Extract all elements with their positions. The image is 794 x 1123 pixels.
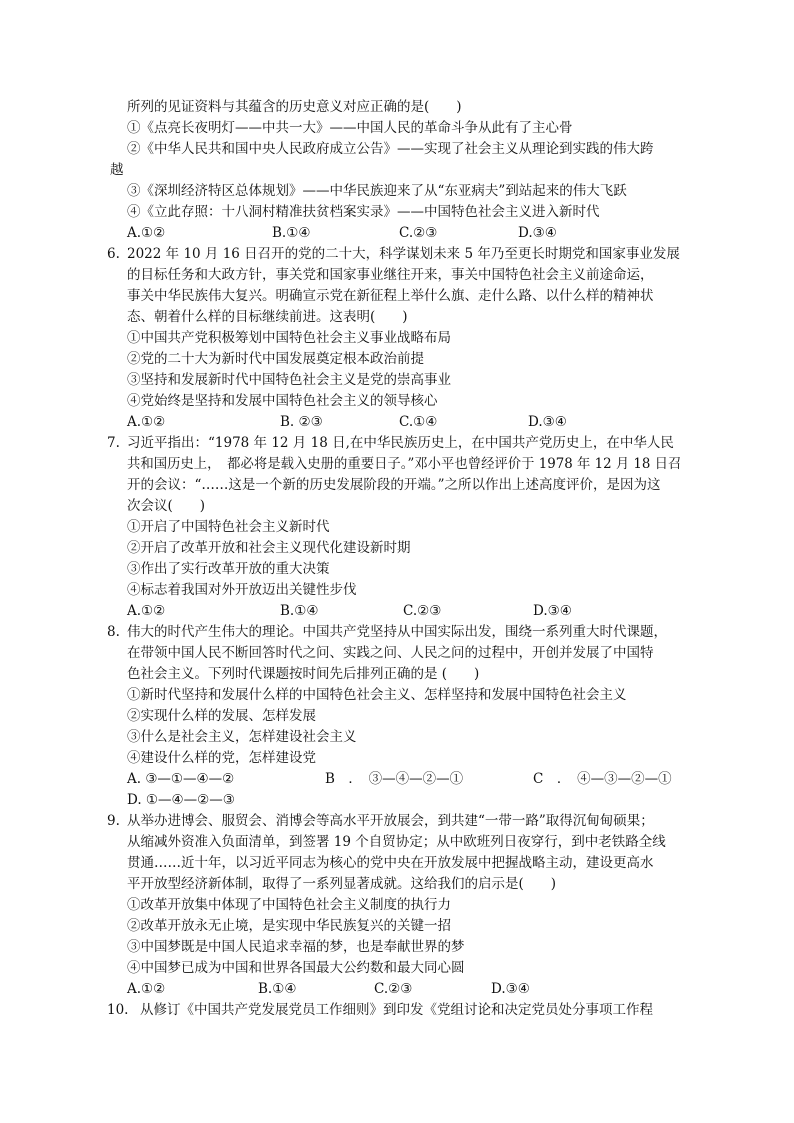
q5-item-1: ①《点亮长夜明灯——中共一大》——中国人民的革命斗争从此有了主心骨 (127, 120, 573, 136)
q9-item-1: ①改革开放集中体现了中国特色社会主义制度的执行力 (127, 897, 451, 913)
q7-stem-2: 共和国历史上， 都必将是载入史册的重要日子。”邓小平也曾经评价于 1978 年 12 月 18 日召 (127, 456, 682, 472)
q7-option-b[interactable]: B.①④ (280, 603, 319, 619)
q9-item-4: ④中国梦已成为中国和世界各国最大公约数和最大同心圆 (127, 960, 465, 976)
q6-number: 6. (107, 246, 120, 262)
q7-number: 7. (107, 435, 120, 451)
q9-stem-2: 从缩减外资准入负面清单，到签署 19 个自贸协定；从中欧班列日夜穿行，到中老铁路全线 (127, 834, 666, 850)
q7-option-a[interactable]: A.①② (127, 603, 166, 619)
q6-stem-4: 态、朝着什么样的目标继续前进。这表明( ) (127, 309, 408, 325)
q8-item-2: ②实现什么样的发展、怎样发展 (127, 708, 316, 724)
q9-option-d[interactable]: D.③④ (491, 981, 530, 997)
q5-item-2-wrap: 越 (110, 162, 124, 178)
q8-option-c[interactable]: C ． ④—③—②—① (533, 771, 672, 787)
q9-option-b[interactable]: B.①④ (258, 981, 297, 997)
q7-item-3: ③作出了实行改革开放的重大决策 (127, 561, 330, 577)
q5-option-c[interactable]: C.②③ (399, 225, 438, 241)
q5-item-4: ④《立此存照：十八洞村精准扶贫档案实录》——中国特色社会主义进入新时代 (127, 204, 600, 220)
q7-option-d[interactable]: D.③④ (533, 603, 572, 619)
q10-stem-1: 从修订《中国共产党发展党员工作细则》到印发《党组讨论和决定党员处分事项工作程 (140, 1002, 653, 1018)
q5-option-b[interactable]: B.①④ (272, 225, 311, 241)
q6-stem-3: 事关中华民族伟大复兴。明确宣示党在新征程上举什么旗、走什么路、以什么样的精神状 (127, 288, 654, 304)
q7-stem-1: 习近平指出：“1978 年 12 月 18 日,在中华民族历史上，在中国共产党历史上，在中华人民 (127, 435, 674, 451)
q9-number: 9. (107, 813, 120, 829)
q8-stem-1: 伟大的时代产生伟大的理论。中国共产党坚持从中国实际出发，围绕一系列重大时代课题， (127, 624, 667, 640)
q6-stem-2: 的目标任务和大政方针，事关党和国家事业继往开来，事关中国特色社会主义前途命运， (127, 267, 654, 283)
q6-item-1: ①中国共产党积极筹划中国特色社会主义事业战略布局 (127, 330, 451, 346)
q7-item-1: ①开启了中国特色社会主义新时代 (127, 519, 330, 535)
q6-item-3: ③坚持和发展新时代中国特色社会主义是党的崇高事业 (127, 372, 451, 388)
q8-item-4: ④建设什么样的党，怎样建设党 (127, 750, 316, 766)
q7-item-4: ④标志着我国对外开放迈出关键性步伐 (127, 582, 357, 598)
q6-item-4: ④党始终是坚持和发展中国特色社会主义的领导核心 (127, 393, 438, 409)
q9-option-c[interactable]: C.②③ (374, 981, 413, 997)
q6-option-b[interactable]: B. ②③ (280, 414, 323, 430)
q8-option-d[interactable]: D. ①—④—②—③ (127, 792, 235, 808)
q8-number: 8. (107, 624, 120, 640)
q9-stem-1: 从举办进博会、服贸会、消博会等高水平开放展会，到共建“一带一路”取得沉甸甸硕果； (127, 813, 654, 829)
q7-option-c[interactable]: C.②③ (403, 603, 442, 619)
q6-option-c[interactable]: C.①④ (399, 414, 438, 430)
q9-item-3: ③中国梦既是中国人民追求幸福的梦，也是奉献世界的梦 (127, 939, 465, 955)
q6-option-d[interactable]: D.③④ (528, 414, 567, 430)
q8-item-3: ③什么是社会主义，怎样建设社会主义 (127, 729, 357, 745)
q6-stem-1: 2022 年 10 月 16 日召开的党的二十大，科学谋划未来 5 年乃至更长时期党和国家事业发展 (127, 246, 680, 262)
q7-stem-3: 开的会议：“……这是一个新的历史发展阶段的开端。”之所以作出上述高度评价，是因为这 (127, 477, 661, 493)
q9-item-2: ②改革开放永无止境，是实现中华民族复兴的关键一招 (127, 918, 451, 934)
q8-option-b[interactable]: B ． ③—④—②—① (325, 771, 464, 787)
q9-option-a[interactable]: A.①② (127, 981, 166, 997)
q8-stem-3: 色社会主义。下列时代课题按时间先后排列正确的是 ( ) (127, 666, 480, 682)
q5-item-2: ②《中华人民共和国中央人民政府成立公告》——实现了社会主义从理论到实践的伟大跨 (127, 141, 654, 157)
q8-stem-2: 在带领中国人民不断回答时代之问、实践之问、人民之问的过程中，开创并发展了中国特 (127, 645, 654, 661)
q6-item-2: ②党的二十大为新时代中国发展奠定根本政治前提 (127, 351, 424, 367)
q9-stem-4: 平开放型经济新体制，取得了一系列显著成就。这给我们的启示是( ) (127, 876, 557, 892)
q5-stem: 所列的见证资料与其蕴含的历史意义对应正确的是( ) (127, 99, 462, 115)
q7-stem-4: 次会议( ) (127, 498, 206, 514)
q6-option-a[interactable]: A.①② (127, 414, 166, 430)
q7-item-2: ②开启了改革开放和社会主义现代化建设新时期 (127, 540, 411, 556)
q5-item-3: ③《深圳经济特区总体规划》——中华民族迎来了从“东亚病夫”到站起来的伟大飞跃 (127, 183, 627, 199)
q5-option-d[interactable]: D.③④ (518, 225, 557, 241)
q5-option-a[interactable]: A.①② (127, 225, 166, 241)
q10-number: 10. (107, 1002, 129, 1018)
q9-stem-3: 贯通……近十年，以习近平同志为核心的党中央在开放发展中把握战略主动，建设更高水 (127, 855, 654, 871)
q8-option-a[interactable]: A. ③—①—④—② (127, 771, 235, 787)
q8-item-1: ①新时代坚持和发展什么样的中国特色社会主义、怎样坚持和发展中国特色社会主义 (127, 687, 627, 703)
